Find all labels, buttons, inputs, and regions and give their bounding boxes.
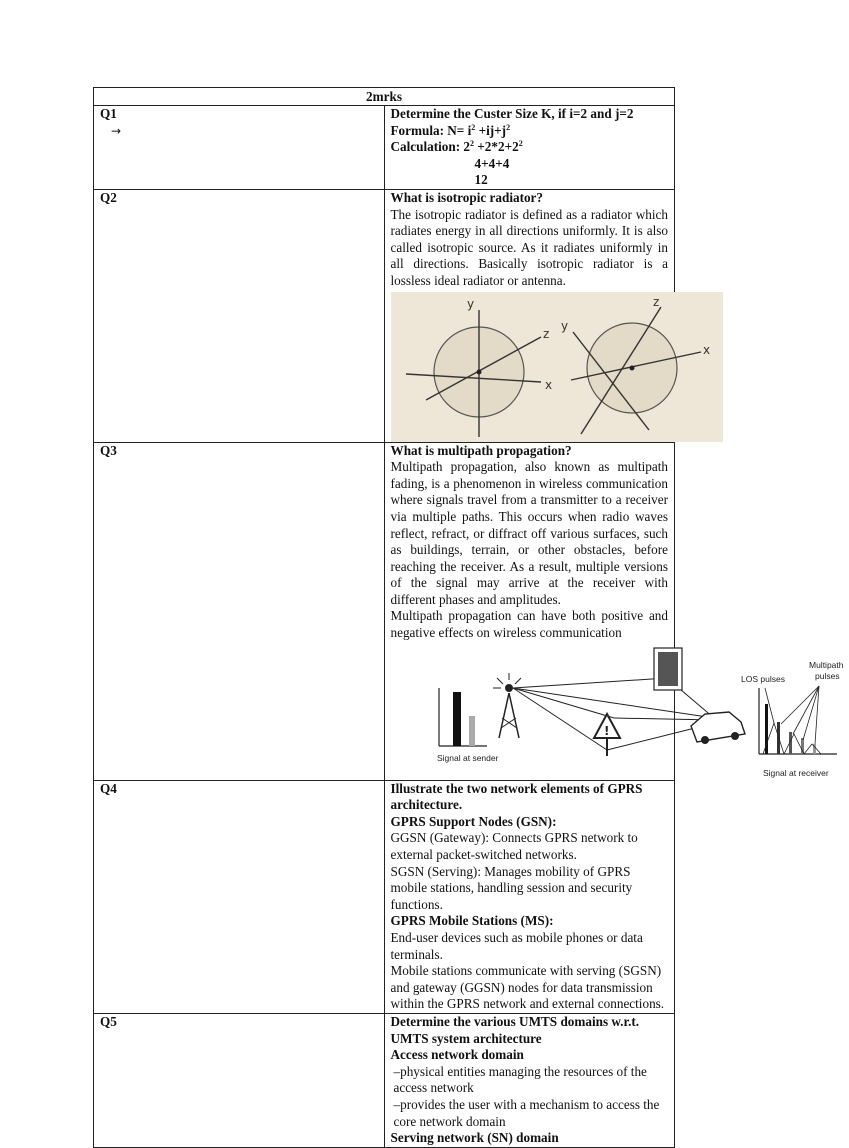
sender-echo-bar <box>469 716 475 746</box>
section-heading-ms: GPRS Mobile Stations (MS): <box>390 913 554 929</box>
calculation-result: 12 <box>474 172 488 188</box>
building-icon <box>654 648 682 690</box>
answer-paragraph-1: Multipath propagation, also known as multipath fading, is a phenomenon in wireless communication where signals travel from a transmitter to a receiver via multiple paths. This occurs when radio waves reflect, refract, or diffract off various surfaces, such as buildings, terrain, or other obstacles, before reaching the receiver. As a result, multiple versions of the signal may arrive at the receiver with different phases and amplitudes. <box>390 459 668 607</box>
svg-text:pulses: pulses <box>814 670 840 681</box>
question-number: Q1 <box>100 106 117 121</box>
multipath-propagation-figure <box>429 648 849 780</box>
question-number: Q3 <box>100 442 117 458</box>
qa-table <box>93 87 843 1148</box>
question-text: Illustrate the two network elements of GPRS architecture. <box>390 780 643 813</box>
question-row-q5 <box>94 1013 675 1147</box>
question-text: Determine the Custer Size K, if i=2 and j=2 <box>390 106 634 121</box>
answer-paragraph: The isotropic radiator is defined as a radiator which radiates energy in all directions uniformly. It is also called isotropic source. As it radiates uniformly in all directions. Basically isotropic radiator is a lossless ideal radiator or antenna. <box>390 206 668 288</box>
svg-text:z: z <box>542 326 549 341</box>
section-heading-serving: Serving network (SN) domain <box>390 1130 559 1146</box>
calculation-step-1: 4+4+4 <box>474 155 510 171</box>
answer-cell <box>384 442 843 780</box>
antenna-tower-icon <box>493 673 521 738</box>
car-icon <box>691 712 745 744</box>
sgsn-description: SGSN (Serving): Manages mobility of GPRS mobile stations, handling session and security functions. <box>390 863 633 912</box>
answer-paragraph-2: Multipath propagation can have both positive and negative effects on wireless communication <box>390 608 668 641</box>
question-text: What is multipath propagation? <box>390 442 572 458</box>
svg-text:Signal at sender: Signal at sender <box>436 752 498 763</box>
section-heading-access: Access network domain <box>390 1047 524 1063</box>
answer-cell <box>384 106 675 190</box>
question-row-q4 <box>94 780 675 1013</box>
question-text: Determine the various UMTS domains w.r.t. UMTS system architecture <box>390 1013 640 1046</box>
question-row-q2 <box>94 189 675 442</box>
warning-sign-icon <box>594 714 620 756</box>
answer-cell <box>384 189 710 442</box>
question-number-cell <box>94 442 385 780</box>
svg-text:Signal at receiver: Signal at receiver <box>762 767 829 778</box>
svg-text:x: x <box>702 342 710 357</box>
svg-text:z: z <box>652 294 659 309</box>
svg-text:Multipath: Multipath <box>808 659 843 670</box>
ms-description-1: End-user devices such as mobile phones or data terminals. <box>390 930 643 962</box>
marks-header: 2mrks <box>94 88 675 106</box>
svg-text:y: y <box>560 318 568 333</box>
svg-text:x: x <box>544 377 552 392</box>
question-row-q3 <box>94 442 675 780</box>
question-number: Q2 <box>100 189 117 205</box>
question-text: What is isotropic radiator? <box>390 189 544 205</box>
question-number-cell <box>94 780 385 1013</box>
header-row <box>94 88 675 106</box>
svg-text:y: y <box>466 296 474 311</box>
ggsn-description: GGSN (Gateway): Connects GPRS network to external packet-switched networks. <box>390 830 638 863</box>
question-number: Q4 <box>100 780 117 796</box>
question-number-cell <box>94 1013 385 1147</box>
access-point-2: –provides the user with a mechanism to access the core network domain <box>393 1096 660 1129</box>
question-row-q1 <box>94 106 675 190</box>
isotropic-radiator-figure <box>391 292 710 442</box>
isotropic-radiator-photo <box>391 292 723 442</box>
svg-text:LOS pulses: LOS pulses <box>740 673 785 684</box>
question-number: Q5 <box>100 1013 117 1029</box>
ms-description-2: Mobile stations communicate with serving (SGSN) and gateway (GGSN) nodes for data transmission within the GPRS network and external connections. <box>390 963 665 1012</box>
answer-cell <box>384 780 675 1013</box>
answer-cell <box>384 1013 675 1147</box>
formula-line: Formula: $N= i^2 +ij+j^2$ <box>390 122 511 138</box>
sender-pulse-bar <box>453 692 461 746</box>
arrow-icon: → <box>111 123 122 138</box>
question-number-cell <box>94 189 385 442</box>
section-heading-gsn: GPRS Support Nodes (GSN): <box>390 813 557 829</box>
question-number-cell <box>94 106 385 190</box>
svg-text:!: ! <box>603 723 609 738</box>
access-point-1: –physical entities managing the resources of the access network <box>393 1063 647 1096</box>
calculation-line: Calculation: $2^2 +2*2+2^2$ <box>390 139 523 155</box>
